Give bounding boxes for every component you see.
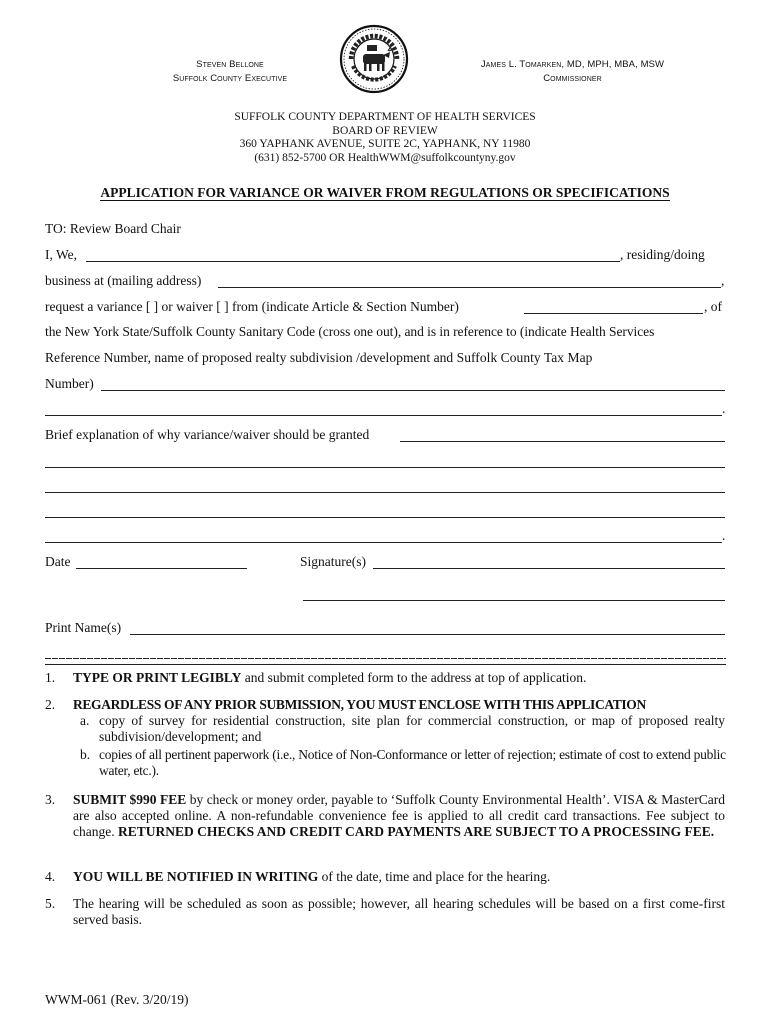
mailing-address-field[interactable] bbox=[218, 287, 721, 288]
signature-field-1[interactable] bbox=[373, 568, 725, 569]
applicant-name-field[interactable] bbox=[86, 261, 620, 262]
item-5-text: The hearing will be scheduled as soon as possible; however, all hearing schedules will be based on a first come-first served basis. bbox=[73, 896, 725, 927]
subitem-b-text: copies of all pertinent paperwork (i.e., Notice of Non-Conformance or letter of rejection; estimate of cost to extend public water, etc.). bbox=[99, 747, 726, 778]
separator-pattern bbox=[45, 658, 726, 663]
item-1-bold: TYPE OR PRINT LEGIBLY bbox=[73, 670, 242, 685]
explanation-period: . bbox=[722, 528, 726, 543]
date-label: Date bbox=[45, 554, 71, 569]
signature-label: Signature(s) bbox=[300, 554, 366, 569]
county-seal-icon bbox=[339, 24, 409, 94]
article-section-field[interactable] bbox=[524, 313, 703, 314]
number-label: Number) bbox=[45, 376, 94, 391]
item-1-number: 1. bbox=[45, 670, 56, 685]
subitem-a-text: copy of survey for residential construction, site plan for commercial construction, or map of proposed realty subdivision/development; and bbox=[99, 713, 725, 744]
item-4 bbox=[73, 869, 725, 885]
to-line: TO: Review Board Chair bbox=[45, 221, 181, 236]
department-contact: (631) 852-5700 OR HealthWWM@suffolkcountyny.gov bbox=[254, 151, 516, 164]
brief-label: Brief explanation of why variance/waiver should be granted bbox=[45, 427, 370, 442]
item-3-bold-2: RETURNED CHECKS AND CREDIT CARD PAYMENTS ARE SUBJECT TO A PROCESSING FEE. bbox=[117, 824, 715, 839]
commissioner-name: James L. Tomarken, MD, MPH, MBA, MSW bbox=[480, 59, 665, 70]
business-label: business at (mailing address) bbox=[45, 273, 202, 288]
request-text: request a variance [ ] or waiver [ ] from (indicate Article & Section Number) bbox=[45, 299, 459, 314]
item-3 bbox=[73, 792, 725, 840]
item-2-number: 2. bbox=[45, 697, 56, 712]
item-5-number: 5. bbox=[45, 896, 56, 911]
reference-text: Reference Number, name of proposed realty subdivision /development and Suffolk County Tax Map bbox=[45, 350, 593, 365]
executive-title: Suffolk County Executive bbox=[172, 73, 288, 84]
department-address-block bbox=[0, 111, 770, 165]
residing-label: , residing/doing bbox=[620, 247, 705, 262]
print-name-field[interactable] bbox=[130, 634, 725, 635]
item-3-text: by check or money order, payable to ‘Suffolk County Environmental Health’. VISA & MasterCard are also accepted online. A non-refundable convenience fee is applied to all credit card transactions. Fee subject to change. bbox=[73, 792, 725, 839]
reference-number-field-2[interactable] bbox=[45, 415, 722, 416]
commissioner-title: Commissioner bbox=[543, 73, 602, 84]
item-4-number: 4. bbox=[45, 869, 56, 884]
reference-number-field[interactable] bbox=[101, 390, 725, 391]
item-2 bbox=[73, 697, 733, 713]
subitem-a-letter: a. bbox=[80, 713, 90, 728]
department-name: SUFFOLK COUNTY DEPARTMENT OF HEALTH SERVICES bbox=[234, 111, 536, 123]
business-suffix: , bbox=[721, 273, 725, 288]
item-3-bold: SUBMIT $990 FEE bbox=[73, 792, 187, 807]
form-title bbox=[0, 185, 770, 201]
item-5 bbox=[73, 896, 725, 928]
form-number: WWM-061 (Rev. 3/20/19) bbox=[45, 992, 189, 1007]
item-4-bold: YOU WILL BE NOTIFIED IN WRITING bbox=[73, 869, 319, 884]
reference-period: . bbox=[722, 401, 726, 416]
date-field[interactable] bbox=[76, 568, 247, 569]
commissioner-block bbox=[470, 58, 675, 86]
item-3-number: 3. bbox=[45, 792, 56, 807]
form-title-text: APPLICATION FOR VARIANCE OR WAIVER FROM REGULATIONS OR SPECIFICATIONS bbox=[100, 185, 670, 200]
explanation-field-2[interactable] bbox=[45, 467, 725, 468]
department-address: 360 YAPHANK AVENUE, SUITE 2C, YAPHANK, NY 11980 bbox=[239, 138, 531, 150]
executive-name: Steven Bellone bbox=[196, 59, 264, 70]
explanation-field-5[interactable] bbox=[45, 542, 722, 543]
explanation-field-4[interactable] bbox=[45, 517, 725, 518]
print-name-label: Print Name(s) bbox=[45, 620, 122, 635]
item-1-text: and submit completed form to the address at top of application. bbox=[241, 670, 587, 685]
signature-field-2[interactable] bbox=[303, 600, 725, 601]
request-suffix: , of bbox=[704, 299, 722, 314]
explanation-field-1[interactable] bbox=[400, 441, 725, 442]
executive-block bbox=[140, 58, 320, 86]
explanation-field-3[interactable] bbox=[45, 492, 725, 493]
item-1 bbox=[73, 670, 725, 686]
item-2-bold: REGARDLESS OF ANY PRIOR SUBMISSION, YOU MUST ENCLOSE WITH THIS APPLICATION bbox=[73, 697, 646, 712]
item-4-text: of the date, time and place for the hearing. bbox=[318, 869, 551, 884]
county-seal bbox=[339, 24, 409, 94]
we-label: I, We, bbox=[45, 247, 78, 262]
board-name: BOARD OF REVIEW bbox=[332, 124, 438, 137]
sanitary-code-text: the New York State/Suffolk County Sanitary Code (cross one out), and is in reference to (indicate Health Services bbox=[45, 324, 655, 339]
subitem-b-letter: b. bbox=[80, 747, 91, 762]
